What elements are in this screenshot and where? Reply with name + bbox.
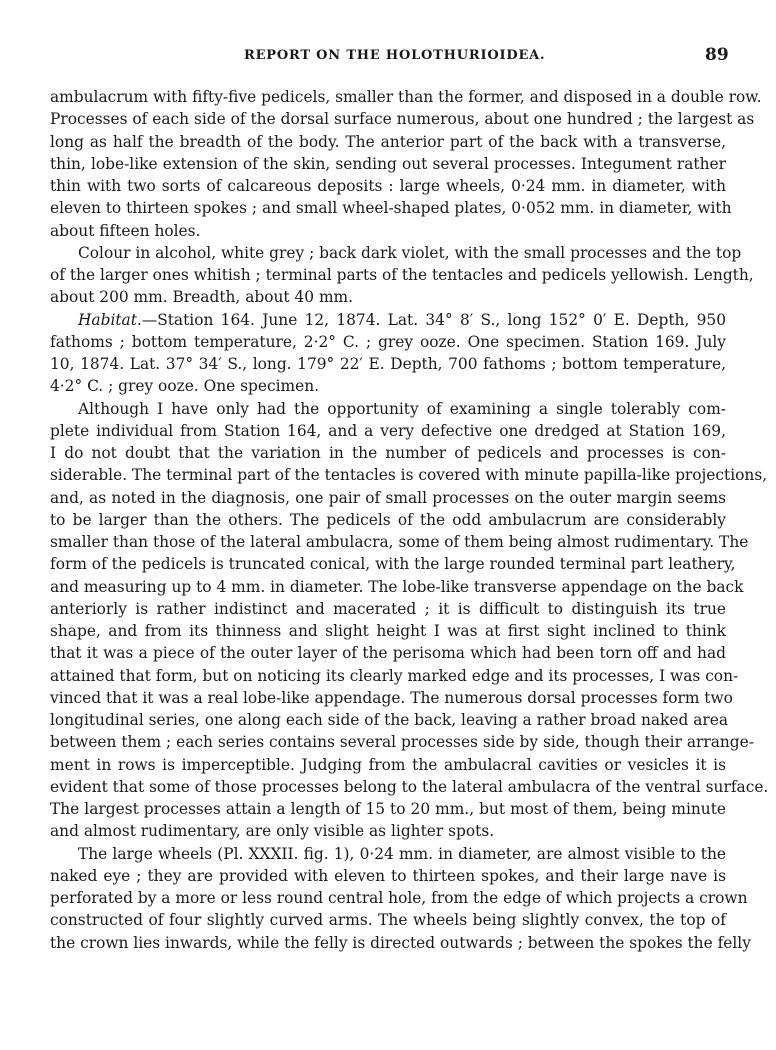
text-line: long as half the breadth of the body. The anterior part of the back with a transverse,	[50, 132, 726, 151]
text-line: thin with two sorts of calcareous deposits : large wheels, 0·24 mm. in diameter, with	[50, 177, 726, 195]
text-line: 4·2° C. ; grey ooze. One specimen.	[50, 377, 320, 396]
text-line: vinced that it was a real lobe-like appendage. The numerous dorsal processes form two	[50, 688, 733, 707]
text-line: ment in rows is imperceptible. Judging from the ambulacral cavities or vesicles it is	[50, 755, 726, 774]
text-line: The largest processes attain a length of 15 to 20 mm., but most of them, being minute	[50, 800, 726, 818]
text-line: attained that form, but on noticing its clearly marked edge and its processes, I was con-	[50, 666, 739, 685]
text-line: Processes of each side of the dorsal surface numerous, about one hundred ; the largest as	[50, 110, 755, 129]
text-line: shape, and from its thinness and slight height I was at first sight inclined to think	[50, 622, 726, 640]
text-line: fathoms ; bottom temperature, 2·2° C. ; grey ooze. One specimen. Station 169. July	[50, 332, 726, 351]
text-line: constructed of four slightly curved arms. The wheels being slightly convex, the top of	[50, 911, 726, 930]
text-line: and measuring up to 4 mm. in diameter. The lobe-like transverse appendage on the back	[50, 577, 744, 596]
text-line: perforated by a more or less round central hole, from the edge of which projects a crown	[50, 889, 748, 907]
paragraph-description	[50, 86, 762, 242]
text-line: that it was a piece of the outer layer of the perisoma which had been torn off and had	[50, 644, 726, 663]
text-line: evident that some of those processes belong to the lateral ambulacra of the ventral surface.	[50, 777, 769, 796]
text-line: about fifteen holes.	[50, 221, 201, 240]
text-line: between them ; each series contains several processes side by side, though their arrange-	[50, 733, 754, 752]
text-line: thin, lobe-like extension of the skin, sending out several processes. Integument rather	[50, 154, 726, 173]
text-line: I do not doubt that the variation in the number of pedicels and processes is con-	[50, 444, 726, 462]
text-line: naked eye ; they are provided with eleven to thirteen spokes, and their large nave is	[50, 866, 726, 885]
text-line: Colour in alcohol, white grey ; back dark violet, with the small processes and the top	[78, 243, 742, 262]
running-header	[0, 45, 776, 70]
text-line: smaller than those of the lateral ambulacra, some of them being almost rudimentary. The	[50, 533, 749, 551]
paragraph-habitat	[50, 309, 726, 398]
text-line: plete individual from Station 164, and a very defective one dredged at Station 169,	[50, 421, 726, 440]
habitat-label: Habitat.	[78, 310, 142, 329]
text-line: to be larger than the others. The pedicels of the odd ambulacrum are considerably	[50, 510, 726, 529]
habitat-text: —Station 164. June 12, 1874. Lat. 34° 8′ S., long 152° 0′ E. Depth, 950	[141, 310, 726, 329]
paragraph-discussion	[50, 398, 769, 843]
page-number: 89	[705, 45, 729, 65]
text-line: form of the pedicels is truncated conical, with the large rounded terminal part leathery,	[50, 555, 736, 574]
paragraph-wheels	[50, 843, 751, 954]
text-line: and, as noted in the diagnosis, one pair of small processes on the outer margin seems	[50, 488, 726, 507]
text-line: anteriorly is rather indistinct and macerated ; it is difficult to distinguish its true	[50, 599, 726, 618]
text-line: ambulacrum with fifty-five pedicels, smaller than the former, and disposed in a double row.	[50, 88, 762, 106]
text-line: eleven to thirteen spokes ; and small wheel-shaped plates, 0·052 mm. in diameter, with	[50, 199, 732, 218]
text-line: longitudinal series, one along each side of the back, leaving a rather broad naked area	[50, 711, 729, 729]
running-title: REPORT ON THE HOLOTHURIOIDEA.	[244, 48, 546, 63]
text-line: siderable. The terminal part of the tentacles is covered with minute papilla-like projections,	[50, 466, 768, 485]
body-text	[50, 86, 769, 954]
text-line: The large wheels (Pl. XXXII. fig. 1), 0·24 mm. in diameter, are almost visible to the	[78, 844, 726, 863]
text-line: of the larger ones whitish ; terminal parts of the tentacles and pedicels yellowish. Length,	[50, 266, 754, 284]
text-line: about 200 mm. Breadth, about 40 mm.	[50, 288, 354, 307]
text-line: Although I have only had the opportunity of examining a single tolerably com-	[78, 399, 726, 418]
text-line: 10, 1874. Lat. 37° 34′ S., long. 179° 22′ E. Depth, 700 fathoms ; bottom temperature,	[50, 355, 726, 373]
paragraph-colour	[50, 242, 754, 309]
text-line	[50, 309, 726, 331]
text-line: the crown lies inwards, while the felly is directed outwards ; between the spokes the felly	[50, 933, 751, 952]
text-line: and almost rudimentary, are only visible as lighter spots.	[50, 822, 495, 841]
